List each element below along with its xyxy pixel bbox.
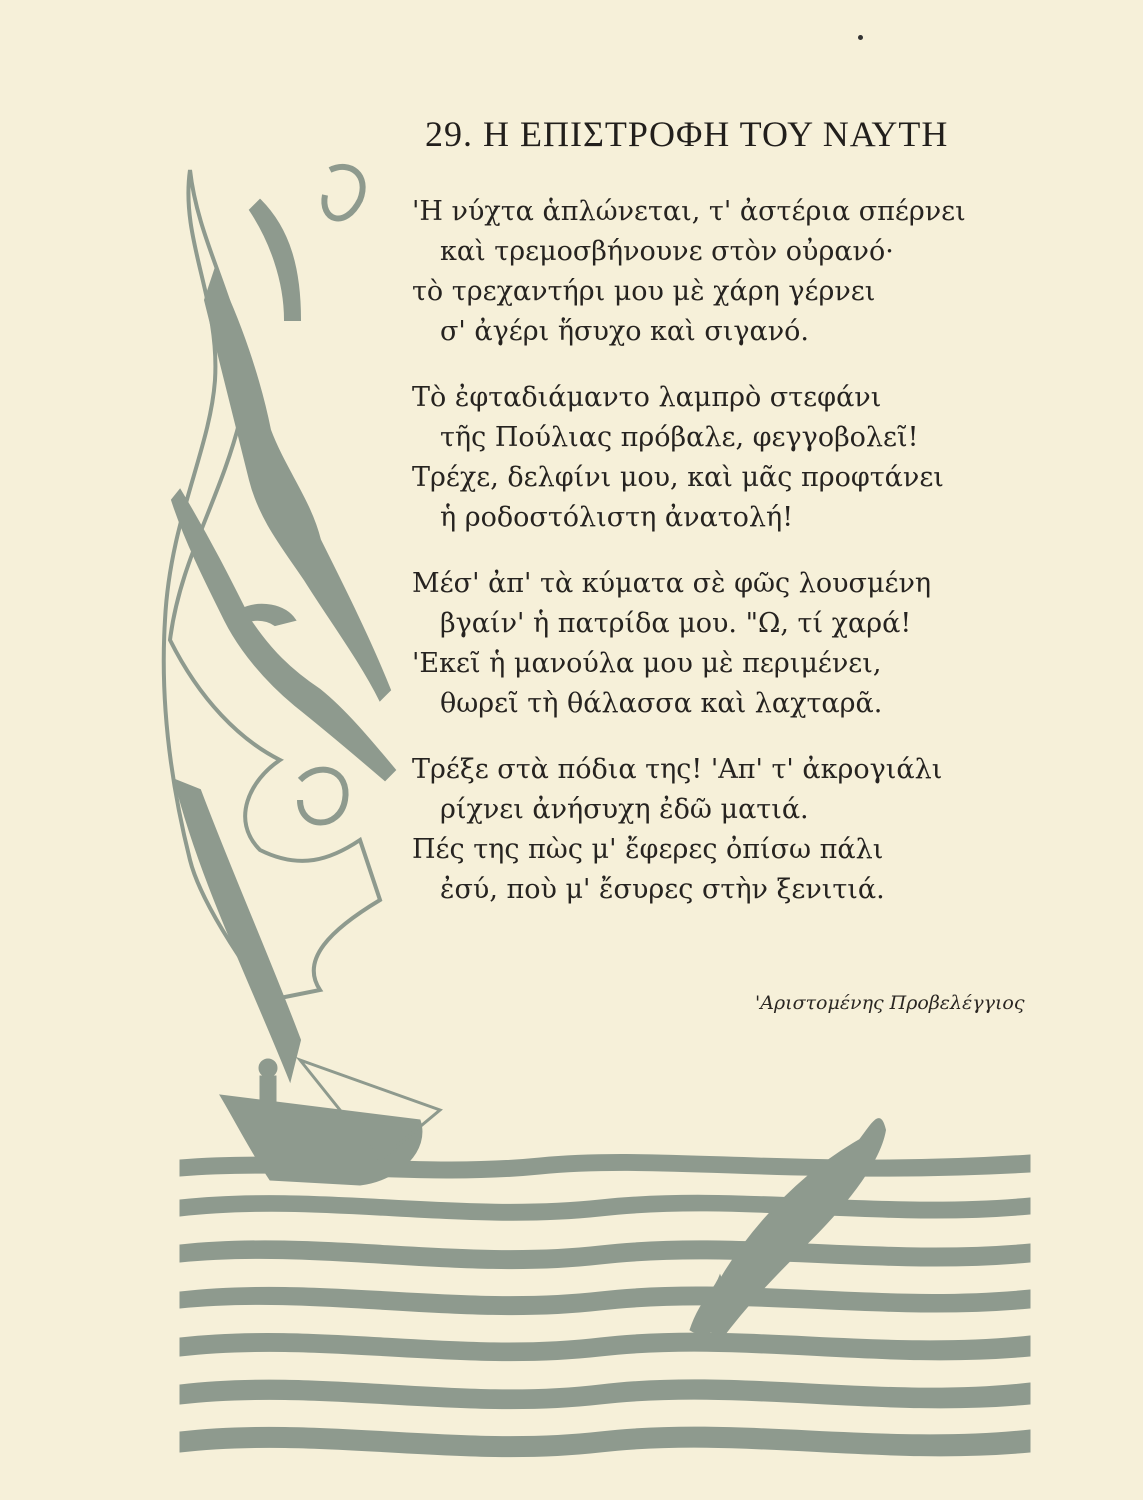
poem-title: 29. Η ΕΠΙΣΤΡΟΦΗ ΤΟΥ ΝΑΥΤΗ [425, 114, 949, 154]
verse-line: Μέσ' ἀπ' τὰ κύματα σὲ φῶς λουσμένη [412, 568, 932, 599]
speck [858, 35, 863, 40]
verse-line: 'Εκεῖ ἡ μανούλα μου μὲ περιμένει, [412, 648, 882, 679]
seagull-wing [250, 200, 300, 320]
verse-line: Πές της πὼς μ' ἔφερες ὀπίσω πάλι [412, 834, 884, 865]
stanza [412, 378, 1072, 538]
verse-line: 'Η νύχτα ἁπλώνεται, τ' ἀστέρια σπέρνει [412, 196, 966, 227]
verse-line: ἡ ροδοστόλιστη ἀνατολή! [440, 502, 794, 533]
cloud-curl [324, 167, 362, 219]
verse-line: ἐσύ, ποὺ μ' ἔσυρες στὴν ξενιτιά. [440, 874, 885, 905]
stanza [412, 192, 1072, 352]
verse-line: Τὸ ἐφταδιάμαντο λαμπρὸ στεφάνι [412, 382, 882, 413]
stanza [412, 750, 1072, 910]
verse-line: καὶ τρεμοσβήνουνε στὸν οὐρανό· [440, 236, 894, 267]
verse-line: βγαίν' ἡ πατρίδα μου. "Ω, τί χαρά! [440, 608, 912, 639]
verse-line: τὸ τρεχαντήρι μου μὲ χάρη γέρνει [412, 276, 876, 307]
cloud-curl [300, 770, 346, 823]
stanza [412, 564, 1072, 724]
verse-line: Τρέξε στὰ πόδια της! 'Απ' τ' ἀκρογιάλι [412, 754, 943, 785]
sea-waves [180, 1155, 1030, 1457]
verse-line: σ' ἀγέρι ἥσυχο καὶ σιγανό. [440, 316, 809, 347]
verse-line: θωρεῖ τὴ θάλασσα καὶ λαχταρᾶ. [440, 688, 883, 719]
verse-line: ρίχνει ἀνήσυχη ἐδῶ ματιά. [440, 794, 809, 825]
poem-body [412, 192, 1072, 936]
verse-line: τῆς Πούλιας πρόβαλε, φεγγοβολεῖ! [440, 422, 919, 453]
poem-author: 'Αριστομένης Προβελέγγιος [755, 992, 1025, 1014]
sail-shape [175, 780, 300, 1080]
seagull-head [240, 605, 295, 625]
cloud-shape [164, 170, 380, 1000]
verse-line: Τρέχε, δελφίνι μου, καὶ μᾶς προφτάνει [412, 462, 944, 493]
sailor-body [260, 1076, 276, 1106]
sailor [259, 1059, 277, 1077]
